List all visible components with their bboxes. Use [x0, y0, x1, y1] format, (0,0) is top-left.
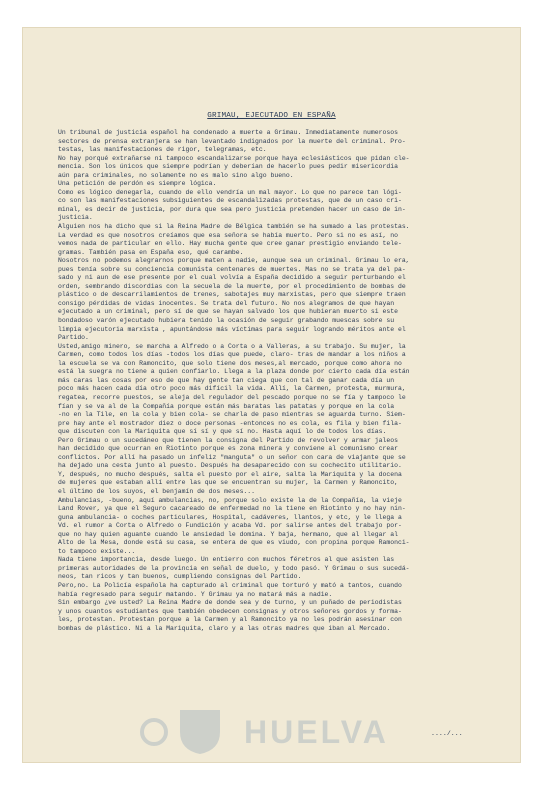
text-line: Una petición de perdón es siempre lógica. [58, 180, 217, 188]
text-line: sectores de prensa extranjera se han levantado indignados por la muerte del criminal. Pro- [58, 137, 406, 145]
text-line: había regresado para seguir matando. Y Grimau ya no matará más a nadie. [58, 590, 333, 598]
text-line: minal, es decir de justicia, por dura que sea pero justicia pretenden hacer un caso de in- [58, 205, 406, 213]
text-line: de mujeres que estaban allí entre las que se encuentran su mujer, la Carmen y Ramoncito, [58, 479, 398, 487]
text-line: ha dejado una cesta junto al puesto. Después ha desaparecido con su cochecito utilitario. [58, 462, 402, 470]
text-line: han decidido que ocurran en Riotinto porque es zona minera y conviene al comunismo crear [58, 445, 398, 453]
text-line: el último de los suyos, el benjamín de dos meses... [58, 487, 256, 495]
text-line: la escuela se va con Ramoncito, que solo tiene dos meses,al mercado, porque como ahora no [58, 359, 402, 367]
text-line: pre hay ante el mostrador diez o doce personas -entonces no es cola, es fila y bien fila- [58, 419, 402, 427]
text-line: Nosotros no podemos alegrarnos porque maten a nadie, aunque sea un criminal. Grimau lo era, [58, 257, 410, 265]
text-line: pues tenía sobre su conciencia comunista centenares de muertes. Mas no se trata ya del pa- [58, 265, 406, 273]
text-line: Un tribunal de justicia español ha condenado a muerte a Grimau. Inmediatamente numerosos [58, 129, 398, 136]
text-line: neos, tan ricos y tan buenos, cumpliendo consignas del Partido. [58, 573, 302, 581]
text-line: que discuten con la Mariquita que sí sí y que sí no. Hasta aquí lo de todos los días. [58, 428, 387, 436]
text-line: bondadoso varón ejecutado hubiera tenido la ocasión de seguir grabando muescas sobre su [58, 317, 395, 325]
text-line: testas, las manifestaciones de rigor, telegramas, etc. [58, 146, 267, 154]
text-line: aún para criminales, no solamente no es malo sino algo bueno. [58, 171, 294, 179]
text-line: justicia. [58, 214, 93, 222]
text-line: más caras las cosas por eso de que hay gente tan ciega que con tal de ganar cada día un [58, 376, 395, 384]
text-line: Carmen, como todos los días -todos los días que puede, claro- tras de mandar a los niños a [58, 351, 406, 359]
text-line: está la suegra no tiene a quien confiarlo. Llega a la plaza donde por cierto cada día están [58, 368, 410, 376]
text-line: primeras autoridades de la provincia en señal de duelo, y todo pasó. Y Grimau o sus sucedá- [58, 564, 410, 572]
text-line: Ambulancias, -bueno, aquí ambulancias, no, porque solo existe la de la Compañía, la vieje [58, 496, 402, 504]
text-line: que no hay quien aguante cuando le ansiedad le domina. Y baja, hermano, que al llegar al [58, 530, 398, 538]
text-line: No hay porqué extrañarse ni tampoco escandalizarse porque haya eclesiásticos que pidan cle- [58, 154, 410, 162]
text-line: Alguien nos ha dicho que si la Reina Madre de Bélgica también se ha sumado a las protestas. [58, 223, 410, 231]
document-body [58, 129, 510, 633]
text-line: La verdad es que nosotros creíamos que esa señora se había muerto. Pero si no es así, no [58, 231, 398, 239]
text-line: Pero Grimau o un sucedáneo que tienen la consigna del Partido de revolver y armar jaleos [58, 436, 398, 444]
text-line: y unos cuantos estudiantes que también obedecen consignas y otros señores gordos y forma- [58, 607, 402, 615]
continuation-mark: ..../... [431, 730, 463, 737]
text-line: mencia. Son los únicos que siempre podrían y deberían de hacerlo pues pedir misericordia [58, 163, 398, 171]
document-page [22, 27, 521, 763]
text-line: guna ambulancia- o coches particulares, Hospital, cadáveres, llantos, y etc, y le llega a [58, 513, 402, 521]
archive-watermark [140, 708, 440, 756]
text-line: sado y ni aun de ese presente por el cual volvía a España decidido a seguir perturbando el [58, 274, 406, 282]
text-line: Partido. [58, 334, 89, 342]
text-line: regatea, recorre puestos, se aleja del regulador del pescado porque no se fía y tampoco le [58, 393, 406, 401]
text-line: Usted,amigo minero, se marcha a Alfredo o a Corta o a Valleras, a su trabajo. Su mujer, la [58, 342, 406, 350]
archive-shield-icon [140, 708, 240, 756]
text-line: Sin embargo ¿ve usted? La Reina Madre de donde sea y de turno, y un puñado de periodistas [58, 599, 402, 607]
text-line: consigo pérdidas de vidas inocentes. Se trata del futuro. No nos alegramos de que hayan [58, 299, 395, 307]
text-line: limpia ejecutoria marxista , apuntándose más víctimas para seguir logrando méritos ante el [58, 325, 406, 333]
document-title: GRIMAU, EJECUTADO EN ESPAÑA [207, 112, 336, 120]
text-line: conflictos. Por allí ha pasado un infeliz "manguta" o un señor con cara de viajante que se [58, 453, 406, 461]
text-line: Como es lógico denegarla, cuando de ello vendría un mal mayor. Lo que no parece tan lógi- [58, 188, 402, 196]
text-line: plástico o de descarrilamientos de trenes, sabotajes muy marxistas, pero que siempre traen [58, 291, 406, 299]
text-line: poco más hacen cada día otro poco más difícil la vida. Allí, la Carmen, protesta, murmura, [58, 385, 406, 393]
text-line: orden, sembrando discordias con la secuela de la muerte, por el procedimiento de bombas de [58, 282, 406, 290]
text-line: Land Rover, ya que el Seguro cacareado de enfermedad no la tiene en Riotinto y no hay nin- [58, 505, 406, 513]
text-line: bombas de plástico. Ni a la Mariquita, claro y a las otras madres que iban al Mercado. [58, 624, 391, 632]
text-line: co son las manifestaciones subsiguientes de escandalizadas protestas, que de un caso cri- [58, 197, 402, 205]
text-line: les, protestan. Protestan porque a la Carmen y al Ramoncito ya no les podrán asesinar con [58, 616, 402, 624]
text-line: fían y se va al de la Compañía porque están más baratas las patatas y porque en la cola [58, 402, 395, 410]
watermark-text: HUELVA [244, 714, 389, 750]
text-line: -no en la Tile, en la cola y bien cola- se charla de paso mientras se aguarda turno. Siem- [58, 411, 406, 419]
text-line: vemos nada de particular en ello. Hay mucha gente que cree ganar prestigio enviando tele- [58, 240, 402, 248]
text-line: ejecutado a un criminal, pero sí de que se hayan salvado los que hubieran muerto si este [58, 308, 398, 316]
text-line: gramas. También pasa en España eso, qué carambe. [58, 248, 244, 256]
text-line: to tampoco existe... [58, 547, 136, 555]
text-line: Y, después, no mucho después, salta el puesto por el aire, salta la Mariquita y la docena [58, 470, 402, 478]
text-line: Pero,no. La Policía española ha capturado al criminal que torturó y mató a tantos, cuando [58, 581, 402, 589]
text-line: Nada tiene importancia, desde luego. Un entierro con muchos féretros al que asisten las [58, 556, 395, 564]
text-line: Vd. el rumor a Corta o Alfredo o Fundición y acaba Vd. por salirse antes del trabajo por- [58, 522, 402, 530]
text-line: Alto de la Mesa, donde está su casa, se entera de que es viudo, con propina porque Ramonci- [58, 539, 410, 547]
